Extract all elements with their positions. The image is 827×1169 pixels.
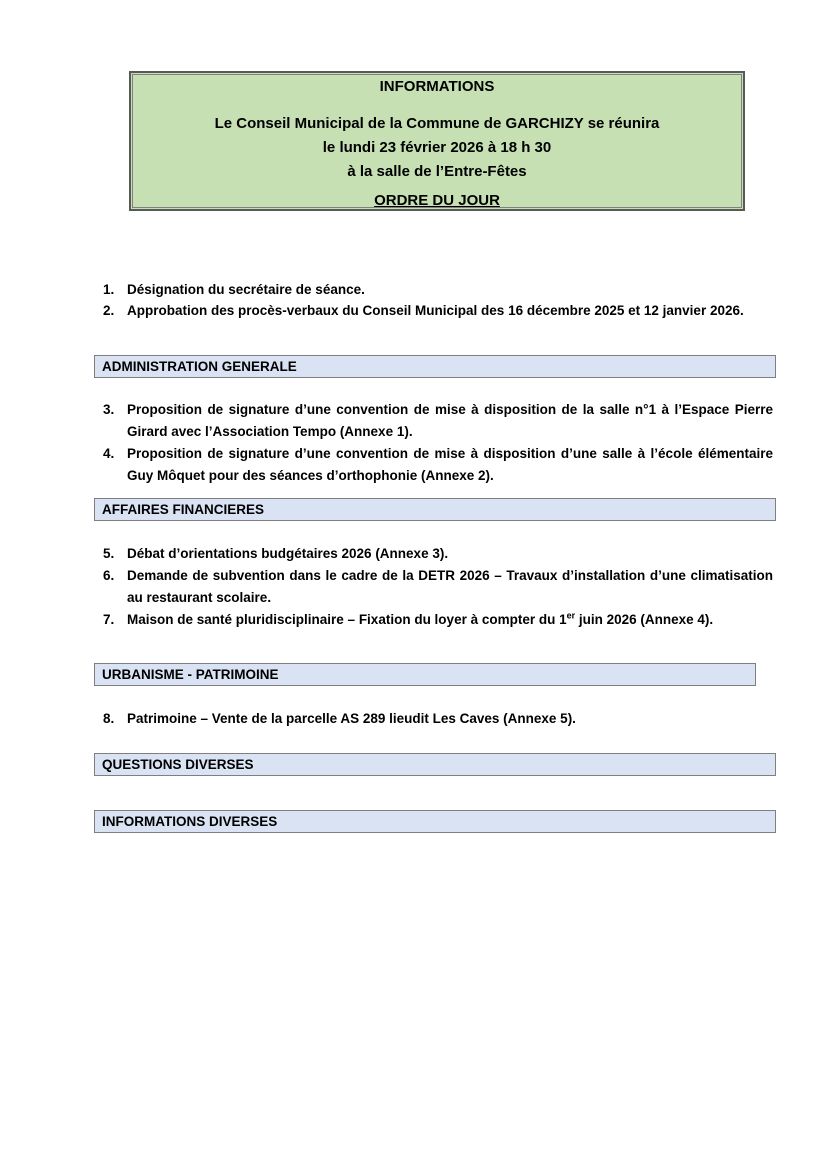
item-number: 8.: [103, 711, 115, 726]
section-urbanisme: URBANISME - PATRIMOINE: [94, 663, 756, 686]
announcement-line-2: le lundi 23 février 2026 à 18 h 30: [322, 139, 552, 156]
item-number: 1.: [103, 282, 115, 297]
announcement-line-1: Le Conseil Municipal de la Commune de GARCHIZY se réunira: [214, 115, 660, 132]
item-text: Proposition de signature d’une convention de mise à disposition d’une salle à l’école élémentaire Guy Môquet pour des séances d’orthophonie (Annexe 2).: [127, 446, 773, 483]
item-number: 2.: [103, 303, 115, 318]
item-text: Proposition de signature d’une convention de mise à disposition de la salle n°1 à l’Espace Pierre Girard avec l’Association Tempo (Annexe 1).: [127, 402, 773, 439]
item-text: Patrimoine – Vente de la parcelle AS 289 lieudit Les Caves (Annexe 5).: [127, 711, 576, 726]
item-number: 5.: [103, 546, 115, 561]
item-number: 6.: [103, 568, 115, 583]
agenda-item-1: [103, 279, 773, 301]
item-text: Désignation du secrétaire de séance.: [127, 282, 365, 297]
info-title: INFORMATIONS: [379, 78, 495, 95]
agenda-heading: ORDRE DU JOUR: [374, 192, 500, 209]
agenda-item-6: [103, 565, 773, 609]
section-finance: AFFAIRES FINANCIERES: [94, 498, 776, 521]
section-questions: QUESTIONS DIVERSES: [94, 753, 776, 776]
section-administration: ADMINISTRATION GENERALE: [94, 355, 776, 378]
item-number: 7.: [103, 612, 115, 627]
section-informations: INFORMATIONS DIVERSES: [94, 810, 776, 833]
meeting-info-box: [129, 71, 745, 211]
agenda-item-4: [103, 443, 773, 487]
agenda-item-5: [103, 543, 773, 565]
announcement-line-3: à la salle de l’Entre-Fêtes: [347, 163, 527, 180]
agenda-item-3: [103, 399, 773, 443]
item-text: Débat d’orientations budgétaires 2026 (Annexe 3).: [127, 546, 449, 561]
agenda-item-8: [103, 708, 773, 730]
meeting-announcement: [131, 112, 743, 184]
item-number: 4.: [103, 446, 115, 461]
item-text: Demande de subvention dans le cadre de la DETR 2026 – Travaux d’installation d’une climatisation au restaurant scolaire.: [127, 568, 773, 605]
item-number: 3.: [103, 402, 115, 417]
item-text: Approbation des procès-verbaux du Conseil Municipal des 16 décembre 2025 et 12 janvier 2026.: [127, 303, 744, 318]
item-text: Maison de santé pluridisciplinaire – Fixation du loyer à compter du 1er juin 2026 (Annexe 4).: [127, 610, 714, 627]
agenda-item-2: [103, 300, 773, 322]
agenda-item-7: [103, 609, 753, 631]
